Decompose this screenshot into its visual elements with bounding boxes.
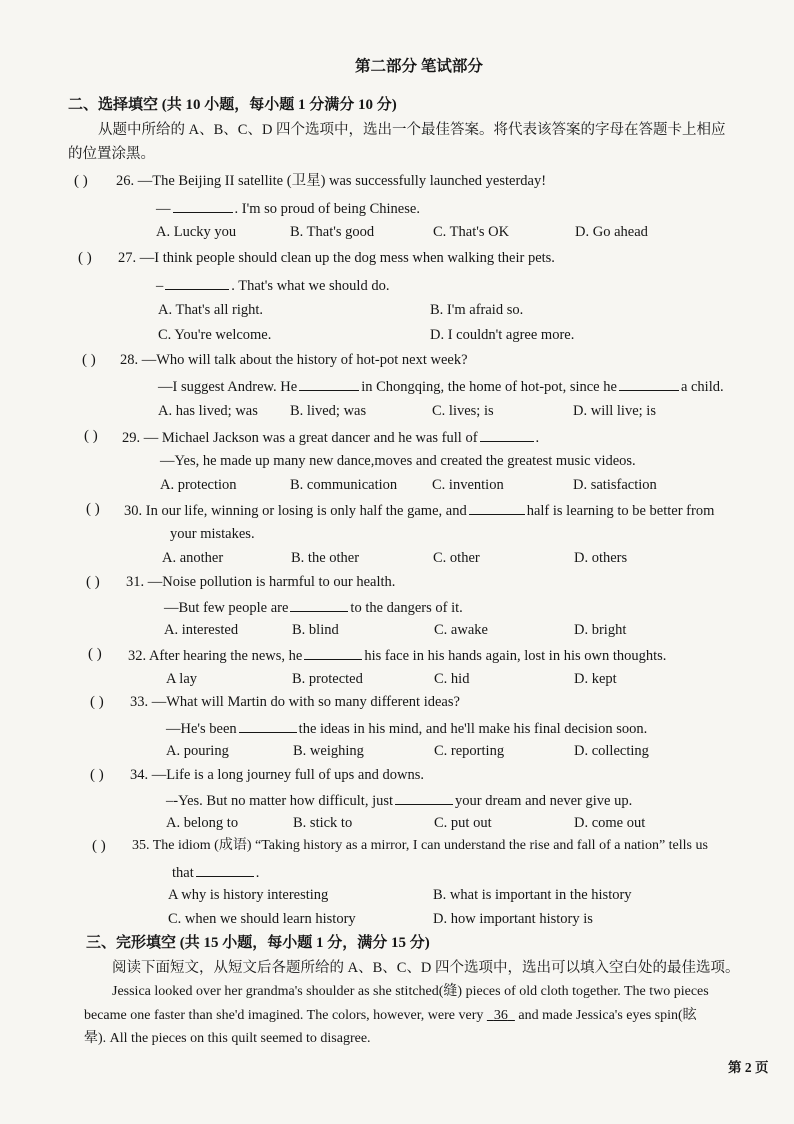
option-d: D. how important history is (433, 911, 593, 927)
option-a: A. belong to (166, 815, 239, 831)
answer-blank (480, 427, 534, 442)
answer-bracket: ( ) (84, 428, 98, 444)
question-35-line1: 35. The idiom (成语) “Taking history as a mirror, I can understand the rise and fall of a nation” tells us (132, 838, 708, 853)
option-b: B. I'm afraid so. (430, 302, 524, 318)
option-d: D. others (574, 550, 628, 566)
option-b: B. stick to (293, 815, 353, 831)
answer-bracket: ( ) (86, 574, 100, 590)
answer-bracket: ( ) (90, 767, 104, 783)
answer-blank (165, 275, 229, 290)
option-c: C. That's OK (433, 224, 510, 240)
answer-bracket: ( ) (86, 501, 100, 517)
question-33-line2: —He's been the ideas in his mind, and he'll make his final decision soon. (166, 718, 647, 738)
option-a: A. That's all right. (158, 302, 264, 318)
option-a: A why is history interesting (168, 887, 329, 903)
section-3-heading: 三、完形填空 (共 15 小题，每小题 1 分，满分 15 分) (86, 935, 430, 951)
option-d: D. I couldn't agree more. (430, 327, 575, 343)
option-d: D. Go ahead (575, 224, 648, 240)
question-27-line2: – . That's what we should do. (156, 275, 389, 295)
option-b: B. what is important in the history (433, 887, 632, 903)
option-d: D. will live; is (573, 403, 656, 419)
option-a: A. pouring (166, 743, 229, 759)
option-a: A. interested (164, 622, 239, 638)
answer-blank (619, 376, 679, 391)
question-30-line2: your mistakes. (170, 526, 255, 542)
option-d: D. bright (574, 622, 627, 638)
passage-line3: 晕). All the pieces on this quilt seemed to disagree. (84, 1031, 371, 1046)
option-a: A. another (162, 550, 224, 566)
question-27-line1: 27. —I think people should clean up the dog mess when walking their pets. (118, 250, 555, 266)
option-a: A lay (166, 671, 198, 687)
question-29-line2: —Yes, he made up many new dance,moves and created the greatest music videos. (160, 453, 636, 469)
question-35-line2: that . (172, 862, 259, 882)
question-28-line1: 28. —Who will talk about the history of hot-pot next week? (120, 352, 468, 368)
option-b: B. the other (291, 550, 360, 566)
question-31-line1: 31. —Noise pollution is harmful to our health. (126, 574, 396, 590)
answer-blank (304, 645, 362, 660)
option-c: C. hid (434, 671, 470, 687)
question-30-line1: 30. In our life, winning or losing is only half the game, and half is learning to be better from (124, 500, 714, 520)
option-b: B. That's good (290, 224, 375, 240)
option-a: A. protection (160, 477, 237, 493)
passage-line1: Jessica looked over her grandma's shoulder as she stitched(缝) pieces of old cloth together. The two pieces (112, 984, 709, 999)
option-c: C. reporting (434, 743, 505, 759)
answer-bracket: ( ) (92, 838, 106, 854)
answer-blank (290, 597, 348, 612)
question-26-line1: 26. —The Beijing II satellite (卫星) was successfully launched yesterday! (116, 173, 547, 189)
question-33-line1: 33. —What will Martin do with so many different ideas? (130, 694, 460, 710)
option-c: C. other (433, 550, 480, 566)
option-c: C. invention (432, 477, 504, 493)
answer-blank (469, 500, 525, 515)
answer-bracket: ( ) (78, 250, 92, 266)
option-d: D. kept (574, 671, 617, 687)
section-2-instruction-line2: 的位置涂黑。 (68, 146, 155, 162)
option-a: A. Lucky you (156, 224, 237, 240)
section-2-instruction-line1: 从题中所给的 A、B、C、D 四个选项中，选出一个最佳答案。将代表该答案的字母在答题卡上相应 (98, 122, 726, 138)
option-c: C. when we should learn history (168, 911, 356, 927)
option-b: B. protected (292, 671, 363, 687)
question-34-line2: –-Yes. But no matter how difficult, just your dream and never give up. (166, 790, 632, 810)
option-b: B. lived; was (290, 403, 367, 419)
question-31-line2: —But few people are to the dangers of it. (164, 597, 463, 617)
answer-bracket: ( ) (82, 352, 96, 368)
option-d: D. satisfaction (573, 477, 657, 493)
answer-blank (173, 198, 233, 213)
option-b: B. communication (290, 477, 398, 493)
option-b: B. blind (292, 622, 339, 638)
question-28-line2: —I suggest Andrew. He in Chongqing, the home of hot-pot, since he a child. (158, 376, 724, 396)
section-2-heading: 二、选择填空 (共 10 小题，每小题 1 分满分 10 分) (68, 97, 397, 113)
option-d: D. collecting (574, 743, 649, 759)
answer-bracket: ( ) (88, 646, 102, 662)
option-b: B. weighing (293, 743, 364, 759)
passage-line2: became one faster than she'd imagined. The colors, however, were very 36 and made Jessica's eyes spin(眩 (84, 1008, 697, 1023)
cloze-blank-36: 36 (493, 1008, 508, 1023)
option-c: C. You're welcome. (158, 327, 272, 343)
question-34-line1: 34. —Life is a long journey full of ups and downs. (130, 767, 424, 783)
page-title: 第二部分 笔试部分 (355, 58, 483, 75)
option-c: C. awake (434, 622, 488, 638)
option-c: C. put out (434, 815, 492, 831)
page-number: 第 2 页 (728, 1060, 769, 1075)
answer-blank (299, 376, 359, 391)
answer-bracket: ( ) (90, 694, 104, 710)
answer-blank (239, 718, 297, 733)
answer-bracket: ( ) (74, 173, 88, 189)
question-26-line2: — . I'm so proud of being Chinese. (156, 198, 420, 218)
answer-blank (395, 790, 453, 805)
option-d: D. come out (574, 815, 646, 831)
question-29-line1: 29. — Michael Jackson was a great dancer and he was full of . (122, 427, 539, 447)
section-3-instruction: 阅读下面短文，从短文后各题所给的 A、B、C、D 四个选项中，选出可以填入空白处的最佳选项。 (112, 960, 740, 976)
option-c: C. lives; is (432, 403, 494, 419)
question-32-line1: 32. After hearing the news, he his face in his hands again, lost in his own thoughts. (128, 645, 666, 665)
option-a: A. has lived; was (158, 403, 258, 419)
answer-blank (196, 862, 254, 877)
